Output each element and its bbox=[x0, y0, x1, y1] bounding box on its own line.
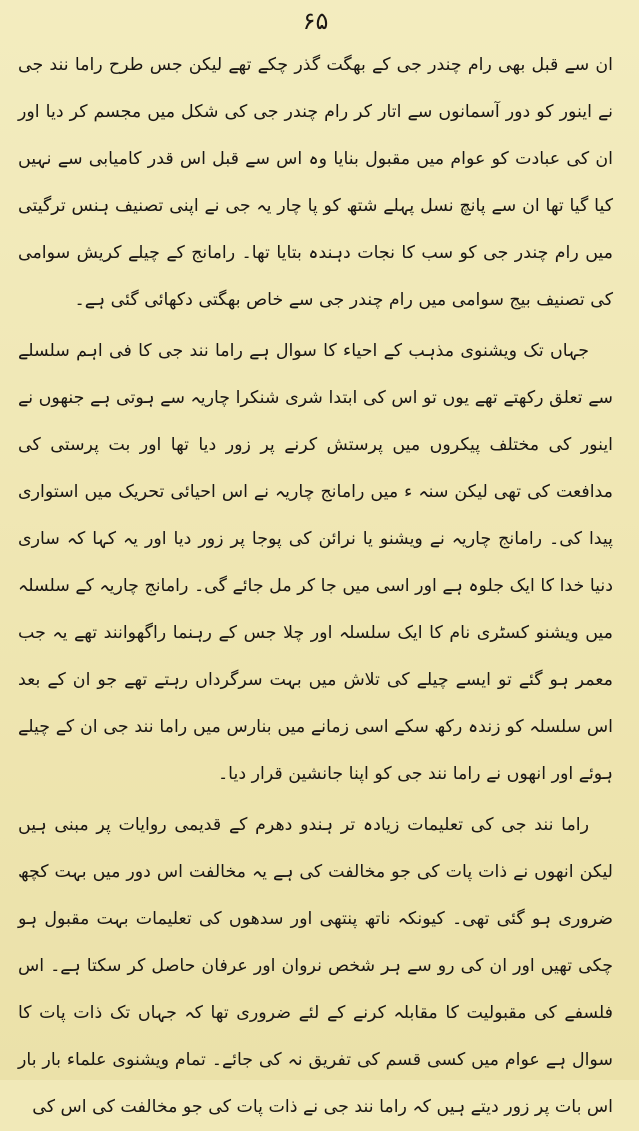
page-body bbox=[18, 42, 613, 1131]
paragraph-2: جہاں تک ویشنوی مذہب کے احیاء کا سوال ہے راما نند جی کا فی اہم سلسلے سے تعلق رکھتے تھے یوں تو اس کی ابتدا شری شنکرا چاریہ سے ہوتی ہے جنھوں نے اینور کی مختلف پیکروں میں پرستش کرنے پر زور دیا تھا اور بت پرستی کی مدافعت کی تھی لیکن سنہ ء میں رامانج چاریہ نے اس احیائی تحریک میں استواری پیدا کی۔ رامانج چاریہ نے ویشنو یا نرائن کی پوجا پر زور دیا اور یہ کہا کہ ساری دنیا خدا کا ایک جلوہ ہے اور اسی میں جا کر مل جائے گی۔ رامانج چاریہ کے سلسلہ میں ویشنو کسٹری نام کا ایک سلسلہ اور چلا جس کے رہنما راگھوانند تھے یہ جب معمر ہو گئے تو ایسے چیلے کی تلاش میں بہت سرگرداں رہتے تھے جو ان کے بعد اس سلسلہ کو زندہ رکھ سکے اسی زمانے میں بنارس میں راما نند جی ان کے چیلے ہوئے اور انھوں نے راما نند جی کو اپنا جانشین قرار دیا۔ bbox=[18, 341, 613, 784]
page-number: ۶۵ bbox=[302, 7, 329, 35]
paragraph-1: ان سے قبل بھی رام چندر جی کے بھگت گذر چکے تھے لیکن جس طرح راما نند جی نے اینور کو دور آسمانوں سے اتار کر رام چندر جی کی شکل میں مجسم کر دیا اور ان کی عبادت کو عوام میں مقبول بنایا وہ اس سے قبل اس قدر کامیابی سے نہیں کیا گیا تھا ان سے پانچ نسل پہلے شتھ کو پا چار یہ جی نے اپنی تصنیف ہنس ترگیتی میں رام چندر جی کو سب کا نجات دہندہ بتایا تھا۔ رامانج کے چیلے کریش سوامی کی تصنیف بیج سوامی میں رام چندر جی سے خاص بھگتی دکھائی گئی ہے۔ bbox=[18, 55, 613, 310]
paragraph-3: راما نند جی کی تعلیمات زیادہ تر ہندو دھرم کے قدیمی روایات پر مبنی ہیں لیکن انھوں نے ذات پات کی جو مخالفت کی ہے یہ مخالفت اس دور میں بہت کچھ ضروری ہو گئی تھی۔ کیونکہ ناتھ پنتھی اور سدھوں کی تعلیمات بہت مقبول ہو چکی تھیں اور ان کی رو سے ہر شخص نروان اور عرفان حاصل کر سکتا ہے۔ اس فلسفے کی مقبولیت کا مقابلہ کرنے کے لئے ضروری تھا کہ جہاں تک ذات پات کا سوال ہے عوام میں کسی قسم کی تفریق نہ کی جائے۔ تمام ویشنوی علماء بار بار اس بات پر زور دیتے ہیں کہ راما نند جی نے ذات پات کی جو مخالفت کی اس کی bbox=[18, 815, 613, 1117]
